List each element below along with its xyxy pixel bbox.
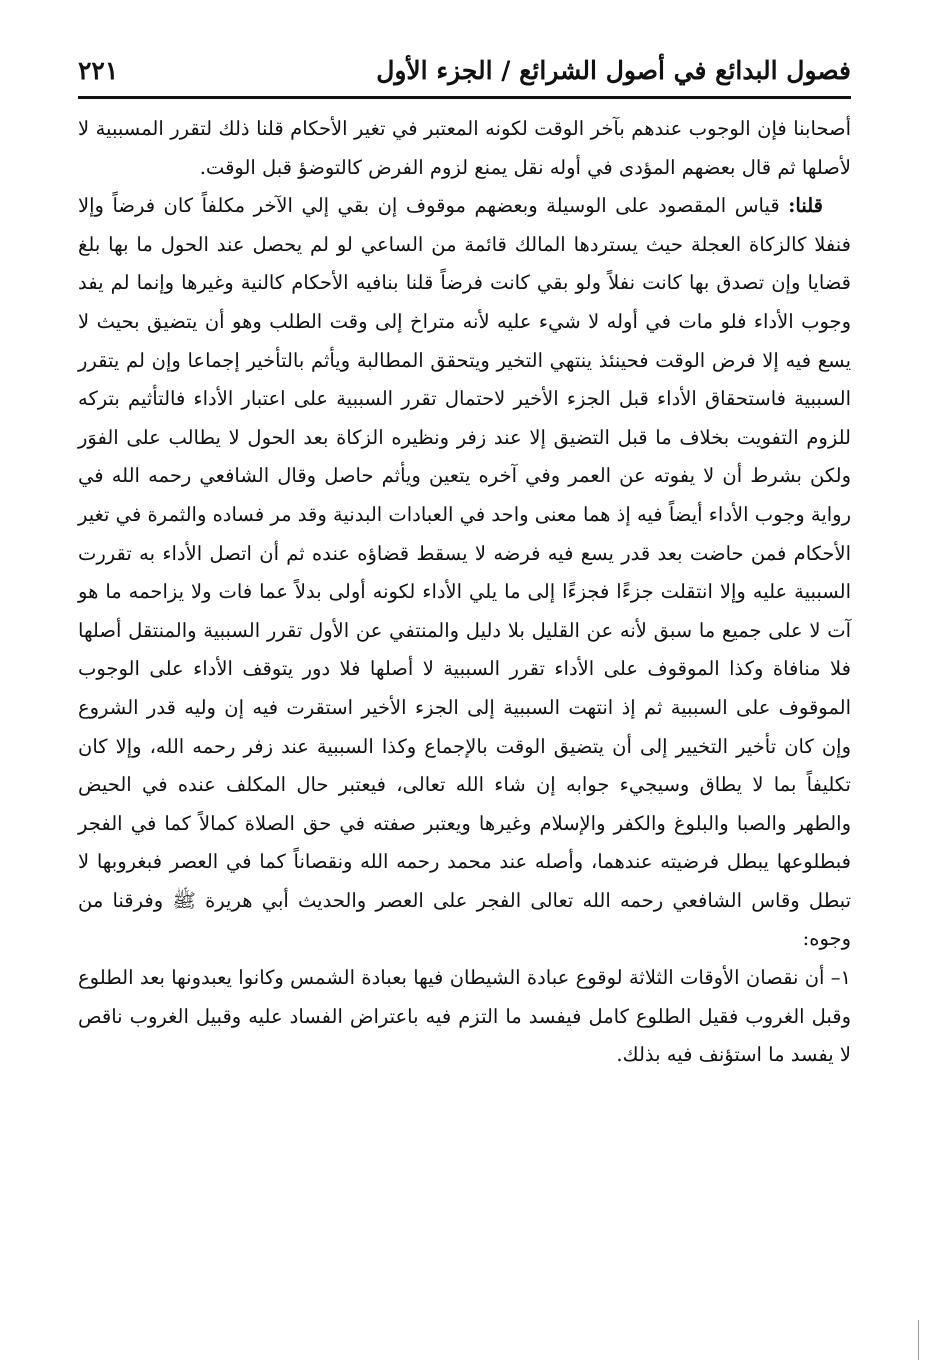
paragraph-2 <box>78 187 851 959</box>
page-edge-mark <box>918 1320 919 1360</box>
page-header <box>78 44 851 96</box>
header-rule <box>78 96 851 99</box>
running-title: فصول البدائع في أصول الشرائع / الجزء الأول <box>376 55 851 85</box>
page-number: ٢٢١ <box>78 55 119 85</box>
main-text <box>78 110 851 1075</box>
paragraph-3: ١– أن نقصان الأوقات الثلاثة لوقوع عبادة الشيطان فيها بعبادة الشمس وكانوا يعبدونها بعد الطلوع وقبل الغروب فقيل الطلوع كامل فيفسد ما التزم فيه باعتراض الفساد عليه وقبيل الغروب ناقص لا يفسد ما استؤنف فيه بذلك. <box>78 966 851 1067</box>
paragraph-2-lead: قلنا: <box>788 194 823 218</box>
paragraph-2-text: قياس المقصود على الوسيلة وبعضهم موقوف إن بقي إلي الآخر مكلفاً كان فرضاً وإلا فنفلا كالزكاة العجلة حيث يستردها المالك قائمة من الساعي لو لم يحصل عند الحول ما بها بلغ قضايا وإن تصدق بها كانت نفلاً ولو بقي كانت فرضاً قلنا بنافيه الأحكام كالنية وغيرها وإنما لم يفد وجوب الأداء فلو مات في أوله لا شيء عليه لأنه متراخ إلى وقت الطلب وهو أن يتضيق بحيث لا يسع فيه إلا فرض الوقت فحينئذ ينتهي التخير ويتحقق المطالبة ويأثم بالتأخير إجماعا وإن لم يتقرر السببية فاستحقاق الأداء قبل الجزء الأخير لاحتمال تقرر السببية على اعتبار الأداء فالتأثيم بتركه للزوم التفويت بخلاف ما قبل التضيق إلا عند زفر ونظيره الزكاة بعد الحول لا يطالب على الفوَر ولكن بشرط أن لا يفوته عن العمر وفي آخره يتعين ويأثم حاصل وقال الشافعي رحمه الله في رواية وجوب الأداء أيضاً فيه إذ هما معنى واحد في العبادات البدنية وقد مر فساده والثمرة في تغير الأحكام فمن حاضت بعد قدر يسع فيه فرضه لا يسقط قضاؤه عنده ثم أن اتصل الأداء به تقررت السببية عليه وإلا انتقلت جزءًا فجزءًا إلى ما يلي الأداء لكونه أولى بدلاً عما فات ولا يزاحمه ما هو آت لا على جميع ما سبق لأنه عن القليل بلا دليل والمنتفي عن الأول تقرر السببية والمنتقل أصلها فلا منافاة وكذا الموقوف على الأداء تقرر السببية لا أصلها فلا دور يتوقف الأداء على الوجوب الموقوف على السببية ثم إذ انتهت السببية إلى الجزء الأخير استقرت فيه إن وليه قدر الشروع وإن كان تأخير التخيير إلى أن يتضيق الوقت بالإجماع وكذا السببية عند زفر رحمه الله، وإلا كان تكليفاً بما لا يطاق وسيجيء جوابه إن شاء الله تعالى، فيعتبر حال المكلف عنده في الحيض والطهر والصبا والبلوغ والكفر والإسلام وغيرها ويعتبر صفته في حق الصلاة كمالاً كما في الفجر فبطلوعها يبطل فرضيته عندهما، وأصله عند محمد رحمه الله ونقصاناً كما في العصر فبغروبها لا تبطل وقاس الشافعي رحمه الله تعالى الفجر على العصر والحديث أبي هريرة ﷺ وفرقنا من وجوه: <box>78 194 851 951</box>
paragraph-1: أصحابنا فإن الوجوب عندهم بآخر الوقت لكونه المعتبر في تغير الأحكام قلنا ذلك لتقرر المسببية لا لأصلها ثم قال بعضهم المؤدى في أوله نقل يمنع لزوم الفرض كالتوضؤ قبل الوقت. <box>78 117 851 179</box>
